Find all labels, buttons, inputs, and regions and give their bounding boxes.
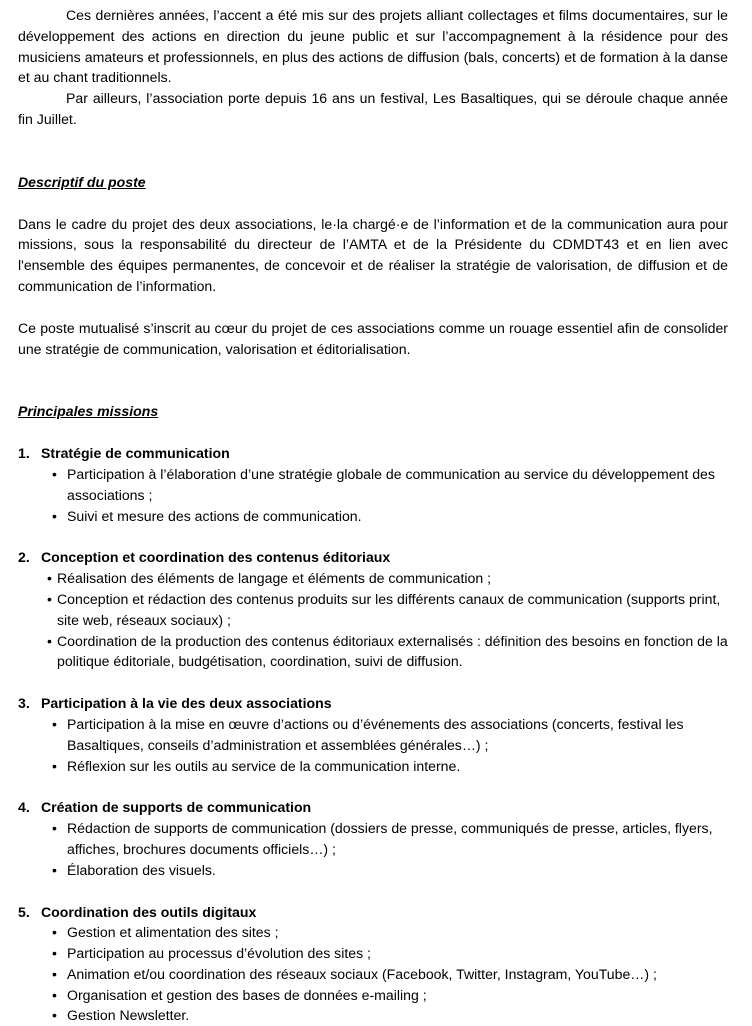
bullet-icon: • xyxy=(42,964,67,985)
mission-section-4 xyxy=(18,797,728,880)
bullet-icon: • xyxy=(42,464,67,506)
list-item: • Rédaction de supports de communication (dossiers de presse, communiqués de presse, articles, flyers, affiches, brochures documents officiels…) ; xyxy=(18,818,728,860)
section-number: 4. xyxy=(18,797,41,818)
descriptif-paragraph-1: Dans le cadre du projet des deux associations, le·la chargé·e de l’information et de la communication aura pour missions, sous la responsabilité du directeur de l’AMTA et de la Présidente du CDMDT43 et en lien avec l'ensemble des équipes permanentes, de concevoir et de réaliser la stratégie de valorisation, de diffusion et de communication de l’information. xyxy=(18,214,728,297)
missions-heading: Principales missions xyxy=(18,401,728,422)
bullet-icon: • xyxy=(42,589,57,631)
list-item: • Participation au processus d’évolution des sites ; xyxy=(18,943,728,964)
section-title: Coordination des outils digitaux xyxy=(41,902,256,923)
list-item: • Coordination de la production des contenus éditoriaux externalisés : définition des besoins en fonction de la politique éditoriale, budgétisation, coordination, suivi de diffusion. xyxy=(18,631,728,673)
descriptif-paragraph-2: Ce poste mutualisé s’inscrit au cœur du projet de ces associations comme un rouage essentiel afin de consolider une stratégie de communication, valorisation et éditorialisation. xyxy=(18,318,728,360)
section-title: Stratégie de communication xyxy=(41,443,230,464)
bullet-icon: • xyxy=(42,922,67,943)
list-item: • Animation et/ou coordination des réseaux sociaux (Facebook, Twitter, Instagram, YouTube…) ; xyxy=(18,964,728,985)
section-title: Participation à la vie des deux associations xyxy=(41,693,332,714)
bullet-icon: • xyxy=(42,506,67,527)
bullet-icon: • xyxy=(42,568,57,589)
list-item: • Conception et rédaction des contenus produits sur les différents canaux de communication (supports print, site web, réseaux sociaux) ; xyxy=(18,589,728,631)
list-item: • Gestion et alimentation des sites ; xyxy=(18,922,728,943)
list-item: • Réflexion sur les outils au service de la communication interne. xyxy=(18,756,728,777)
mission-section-5 xyxy=(18,902,728,1026)
document-page xyxy=(18,5,728,1026)
bullet-icon: • xyxy=(42,714,67,756)
mission-section-2 xyxy=(18,547,728,672)
section-number: 5. xyxy=(18,902,41,923)
bullet-icon: • xyxy=(42,631,57,673)
descriptif-heading: Descriptif du poste xyxy=(18,172,728,193)
list-item: • Suivi et mesure des actions de communication. xyxy=(18,506,728,527)
list-item: • Participation à la mise en œuvre d’actions ou d’événements des associations (concerts, festival les Basaltiques, conseils d’administration et assemblées générales…) ; xyxy=(18,714,728,756)
list-item: • Réalisation des éléments de langage et éléments de communication ; xyxy=(18,568,728,589)
section-number: 3. xyxy=(18,693,41,714)
section-number: 1. xyxy=(18,443,41,464)
bullet-icon: • xyxy=(42,860,67,881)
section-title: Conception et coordination des contenus éditoriaux xyxy=(41,547,390,568)
list-item: • Participation à l’élaboration d’une stratégie globale de communication au service du développement des associations ; xyxy=(18,464,728,506)
list-item: • Organisation et gestion des bases de données e-mailing ; xyxy=(18,985,728,1006)
list-item: • Élaboration des visuels. xyxy=(18,860,728,881)
bullet-icon: • xyxy=(42,756,67,777)
section-title: Création de supports de communication xyxy=(41,797,311,818)
intro-paragraph-2: Par ailleurs, l’association porte depuis 16 ans un festival, Les Basaltiques, qui se déroule chaque année fin Juillet. xyxy=(18,88,728,130)
bullet-icon: • xyxy=(42,943,67,964)
bullet-icon: • xyxy=(42,818,67,860)
bullet-icon: • xyxy=(42,985,67,1006)
section-number: 2. xyxy=(18,547,41,568)
mission-section-1 xyxy=(18,443,728,526)
bullet-icon: • xyxy=(42,1005,67,1026)
intro-paragraph-1: Ces dernières années, l’accent a été mis sur des projets alliant collectages et films documentaires, sur le développement des actions en direction du jeune public et sur l’accompagnement à la résidence pour des musiciens amateurs et professionnels, en plus des actions de diffusion (bals, concerts) et de formation à la danse et au chant traditionnels. xyxy=(18,5,728,88)
mission-section-3 xyxy=(18,693,728,776)
list-item: • Gestion Newsletter. xyxy=(18,1005,728,1026)
